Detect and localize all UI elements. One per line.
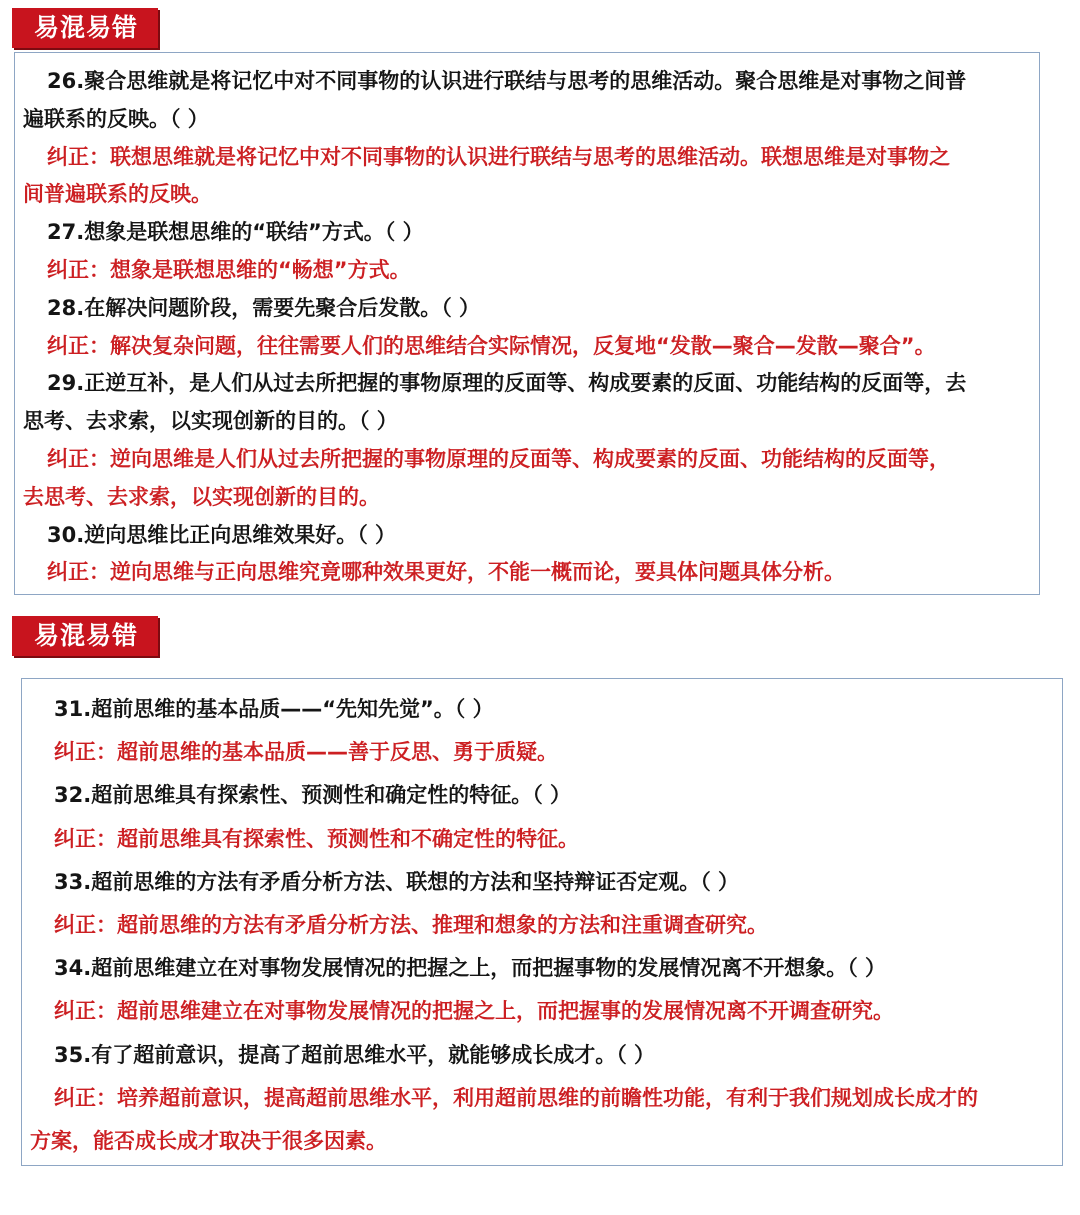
correction-line: 间普遍联系的反映。 — [23, 182, 212, 207]
correction-line: 纠正：逆向思维与正向思维究竟哪种效果更好，不能一概而论，要具体问题具体分析。 — [47, 560, 845, 585]
question-line: 28.在解决问题阶段，需要先聚合后发散。（ ） — [47, 295, 481, 320]
question-line: 31.超前思维的基本品质——“先知先觉”。（ ） — [54, 697, 494, 721]
question-line: 35.有了超前意识，提高了超前思维水平，就能够成长成才。（ ） — [54, 1042, 656, 1067]
correction-line: 纠正：超前思维的基本品质——善于反思、勇于质疑。 — [54, 740, 558, 765]
question-line: 33.超前思维的方法有矛盾分析方法、联想的方法和坚持辩证否定观。（ ） — [54, 869, 740, 894]
correction-line: 纠正：超前思维建立在对事物发展情况的把握之上，而把握事的发展情况离不开调查研究。 — [54, 999, 894, 1024]
correction-line: 方案，能否成长成才取决于很多因素。 — [30, 1129, 387, 1153]
correction-line: 纠正：想象是联想思维的“畅想”方式。 — [47, 258, 411, 282]
section-tag-2: 易混易错 — [12, 616, 158, 656]
question-line: 遍联系的反映。（ ） — [23, 106, 209, 131]
correction-line: 纠正：逆向思维是人们从过去所把握的事物原理的反面等、构成要素的反面、功能结构的反面等， — [47, 447, 950, 471]
question-line: 29.正逆互补，是人们从过去所把握的事物原理的反面等、构成要素的反面、功能结构的反面等，去 — [47, 371, 967, 396]
section-tag-1: 易混易错 — [12, 8, 158, 48]
question-line: 34.超前思维建立在对事物发展情况的把握之上，而把握事物的发展情况离不开想象。（ ） — [54, 956, 887, 981]
correction-line: 纠正：培养超前意识，提高超前思维水平，利用超前思维的前瞻性功能，有利于我们规划成长成才的 — [54, 1085, 978, 1110]
question-line: 32.超前思维具有探索性、预测性和确定性的特征。（ ） — [54, 783, 572, 808]
correction-line: 纠正：超前思维的方法有矛盾分析方法、推理和想象的方法和注重调查研究。 — [54, 913, 768, 937]
correction-line: 纠正：联想思维就是将记忆中对不同事物的认识进行联结与思考的思维活动。联想思维是对事物之 — [47, 144, 950, 169]
correction-line: 去思考、去求索，以实现创新的目的。 — [23, 484, 380, 509]
question-line: 思考、去求索，以实现创新的目的。（ ） — [23, 409, 398, 434]
question-line: 30.逆向思维比正向思维效果好。（ ） — [47, 522, 397, 547]
question-line: 27.想象是联想思维的“联结”方式。（ ） — [47, 220, 424, 245]
correction-line: 纠正：解决复杂问题，往往需要人们的思维结合实际情况，反复地“发散—聚合—发散—聚合”。 — [47, 333, 936, 358]
content-box-1 — [14, 52, 1040, 595]
content-box-2 — [21, 678, 1063, 1166]
question-line: 26.聚合思维就是将记忆中对不同事物的认识进行联结与思考的思维活动。聚合思维是对事物之间普 — [47, 69, 967, 93]
correction-line: 纠正：超前思维具有探索性、预测性和不确定性的特征。 — [54, 826, 579, 851]
